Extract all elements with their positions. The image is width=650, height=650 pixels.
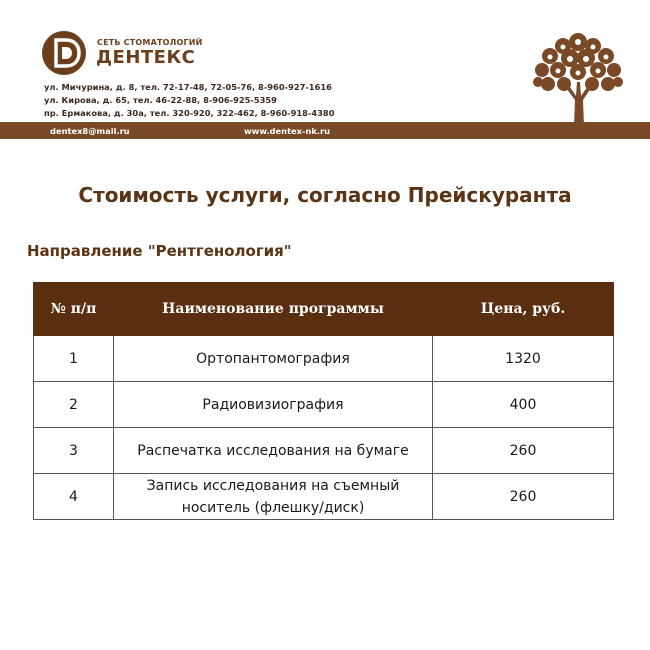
- service-price: 1320: [433, 336, 614, 382]
- website-text: www.dentex-nk.ru: [244, 126, 331, 136]
- service-price: 260: [433, 428, 614, 474]
- row-number: 3: [34, 428, 114, 474]
- column-header-name: Наименование программы: [114, 283, 433, 336]
- table-row: [34, 382, 614, 428]
- row-number: 4: [34, 474, 114, 520]
- service-name: Ортопантомография: [114, 336, 433, 382]
- row-number: 2: [34, 382, 114, 428]
- table-header-row: [34, 283, 614, 336]
- table-row: [34, 474, 614, 520]
- table-row: [34, 336, 614, 382]
- address-line: ул. Кирова, д. 65, тел. 46-22-88, 8-906-925-5359: [44, 95, 277, 105]
- price-table: [33, 282, 614, 520]
- network-label: СЕТЬ СТОМАТОЛОГИЙ: [97, 38, 203, 47]
- brand-name: ДЕНТЕКС: [96, 47, 196, 68]
- service-price: 400: [433, 382, 614, 428]
- address-line: пр. Ермакова, д. 30а, тел. 320-920, 322-462, 8-960-918-4380: [44, 108, 335, 118]
- section-title: Направление "Рентгенология": [27, 242, 292, 260]
- service-price: 260: [433, 474, 614, 520]
- service-name: Запись исследования на съемный носитель (флешку/диск): [114, 474, 433, 520]
- service-name: Радиовизиография: [114, 382, 433, 428]
- letterhead: [0, 0, 650, 140]
- page-title: Стоимость услуги, согласно Прейскуранта: [78, 183, 572, 207]
- address-line: ул. Мичурина, д. 8, тел. 72-17-48, 72-05-76, 8-960-927-1616: [44, 82, 332, 92]
- tooth-d-logo-icon: [42, 31, 86, 75]
- column-header-price: Цена, руб.: [433, 283, 614, 336]
- tree-icon: [528, 30, 628, 126]
- email-text: dentex8@mail.ru: [50, 126, 130, 136]
- column-header-number: № п/п: [34, 283, 114, 336]
- row-number: 1: [34, 336, 114, 382]
- dentex-logo: [42, 31, 86, 75]
- table-row: [34, 428, 614, 474]
- service-name: Распечатка исследования на бумаге: [114, 428, 433, 474]
